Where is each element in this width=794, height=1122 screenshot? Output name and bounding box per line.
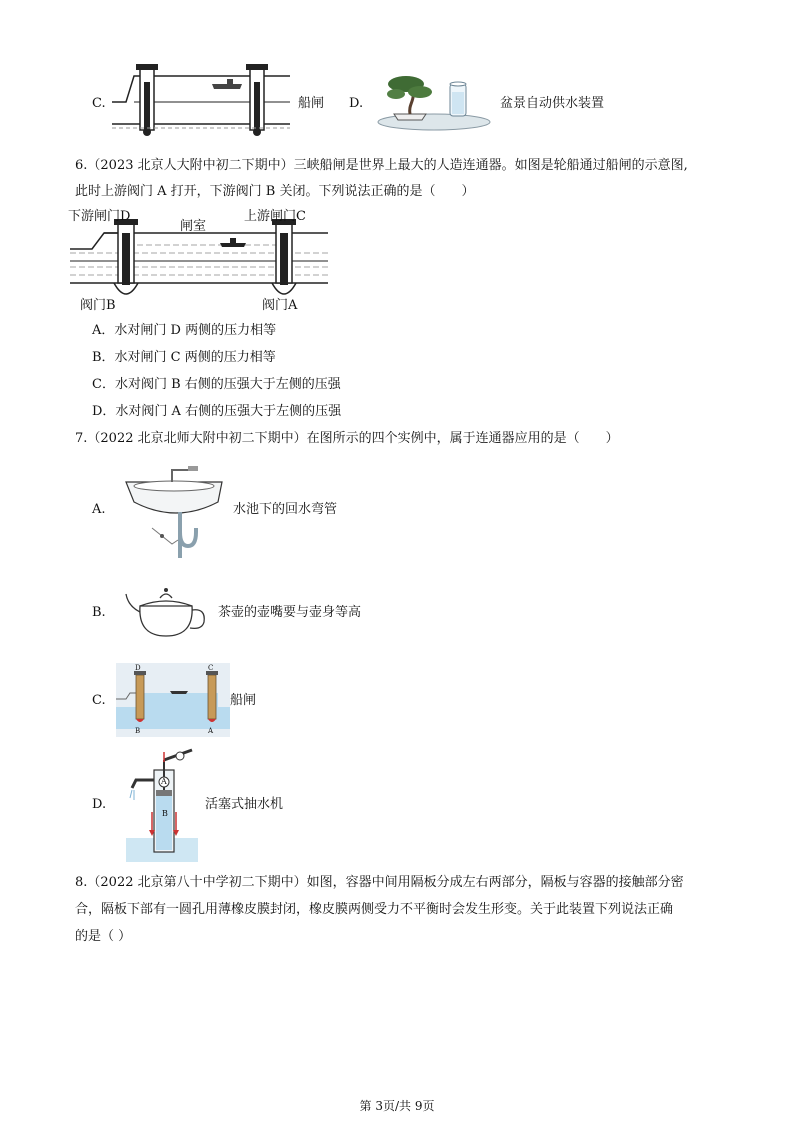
q6-downstream-gate-label: 下游闸门D: [68, 209, 131, 224]
page-footer: 第 3页/共 9页: [359, 1099, 435, 1113]
q7-option-d-caption: 活塞式抽水机: [205, 797, 284, 812]
q7-piston-pump-figure: [124, 746, 200, 862]
q7-option-a-caption: 水池下的回水弯管: [233, 502, 338, 517]
q6-option-d: D．水对阀门 A 右侧的压强大于左侧的压强: [92, 404, 342, 419]
q6-upstream-gate-label: 上游闸门C: [244, 209, 306, 224]
q6-stem-line2: 此时上游阀门 A 打开，下游阀门 B 关闭。下列说法正确的是（ ）: [75, 184, 475, 199]
q7-fig-c-letter-a: A: [208, 727, 214, 735]
q5-option-d-caption: 盆景自动供水装置: [500, 96, 605, 111]
q7-teapot-figure: [124, 582, 208, 640]
q8-line1: 8.（2022 北京第八十中学初二下期中）如图，容器中间用隔板分成左右两部分，隔板与容器的接触部分密: [75, 875, 684, 890]
q7-stem: 7.（2022 北京北师大附中初二下期中）在图所示的四个实例中，属于连通器应用的是（ ）: [75, 431, 619, 446]
q6-stem-line1: 6.（2023 北京人大附中初二下期中）三峡船闸是世界上最大的人造连通器。如图是轮船通过船闸的示意图,: [75, 158, 688, 173]
q7-fig-c-letter-d: D: [135, 664, 141, 672]
q7-option-c-caption: 船闸: [230, 693, 257, 708]
q8-line3: 的是（ ）: [75, 929, 132, 944]
q7-option-a-label: A.: [92, 502, 106, 517]
q6-valve-b-label: 阀门B: [80, 298, 116, 313]
q7-option-b-label: B.: [92, 605, 106, 620]
q7-fig-d-letter-b: B: [162, 809, 168, 818]
q5-option-c-caption: 船闸: [298, 96, 325, 111]
q7-sink-figure: [122, 462, 230, 562]
q7-option-d-label: D.: [92, 797, 107, 812]
q5-option-d-label: D.: [349, 96, 364, 111]
q7-ship-lock-figure: [116, 663, 230, 737]
q7-fig-d-letter-a: A: [161, 777, 167, 786]
q6-option-c: C．水对阀门 B 右侧的压强大于左侧的压强: [92, 377, 341, 392]
q6-option-b: B．水对闸门 C 两侧的压力相等: [92, 350, 276, 365]
q7-fig-c-letter-b: B: [135, 727, 141, 735]
q5-ship-lock-figure: [112, 62, 292, 140]
q7-option-c-label: C.: [92, 693, 106, 708]
q7-fig-c-letter-c: C: [208, 664, 214, 672]
q7-option-b-caption: 茶壶的壶嘴要与壶身等高: [218, 605, 362, 620]
q8-line2: 合，隔板下部有一圆孔用薄橡皮膜封闭，橡皮膜两侧受力不平衡时会发生形变。关于此装置下列说法正确: [75, 902, 674, 917]
q6-valve-a-label: 阀门A: [262, 298, 298, 313]
q5-option-c-label: C.: [92, 96, 106, 111]
q6-option-a: A．水对闸门 D 两侧的压力相等: [92, 323, 277, 338]
q6-lock-chamber-label: 闸室: [180, 219, 207, 234]
q5-bonsai-figure: [376, 70, 491, 132]
